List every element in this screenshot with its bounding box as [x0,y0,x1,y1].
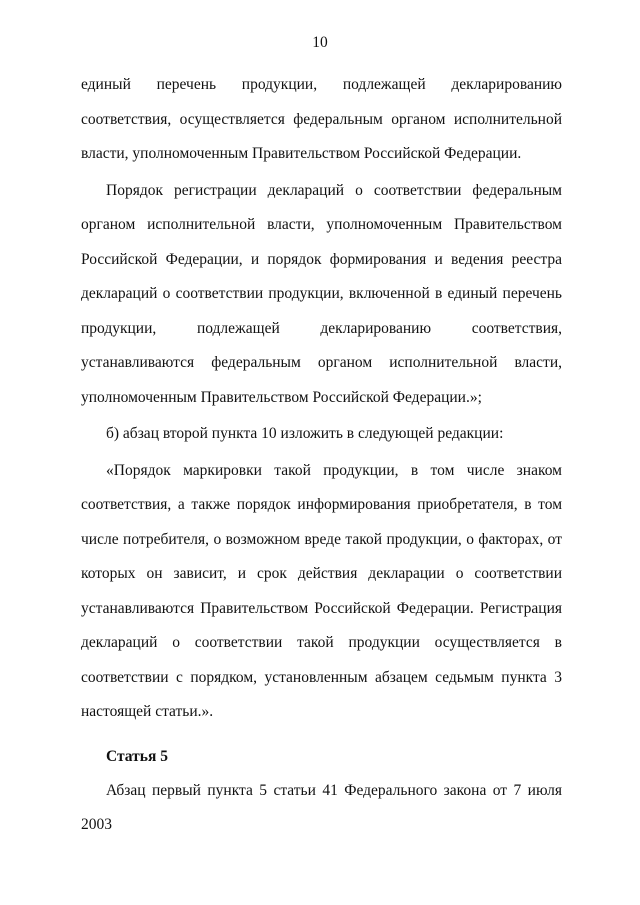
paragraph-marking-order: «Порядок маркировки такой продукции, в том числе знаком соответствия, а также порядок информирования приобретателя, в том числе потребителя, о возможном вреде такой продукции, о факторах, от которых он зависит, и срок действия декларации о соответствии устанавливаются Правительством Российской Федерации. Регистрация деклараций о соответствии такой продукции осуществляется в соответствии с порядком, установленным абзацем седьмым пункта 3 настоящей статьи.». [81,461,562,720]
paragraph-registration-order: Порядок регистрации деклараций о соответствии федеральным органом исполнительной власти, уполномоченным Правительством Российской Федерации, и порядок формирования и ведения реестра деклараций о соответствии продукции, включенной в единый перечень продукции, подлежащей декларированию соответствия, устанавливаются федеральным органом исполнительной власти, уполномоченным Правительством Российской Федерации.»; [81,181,562,406]
article-first-line: Абзац первый пункта 5 статьи 41 Федерального закона от 7 июля 2003 [81,781,562,833]
article-heading: Статья 5 [106,747,168,765]
document-body [81,68,562,845]
paragraph-amendment-b: б) абзац второй пункта 10 изложить в следующей редакции: [106,425,504,442]
paragraph-continuation: единый перечень продукции, подлежащей декларированию соответствия, осуществляется федеральным органом исполнительной власти, уполномоченным Правительством Российской Федерации. [81,76,562,162]
page-number: 10 [312,34,328,51]
